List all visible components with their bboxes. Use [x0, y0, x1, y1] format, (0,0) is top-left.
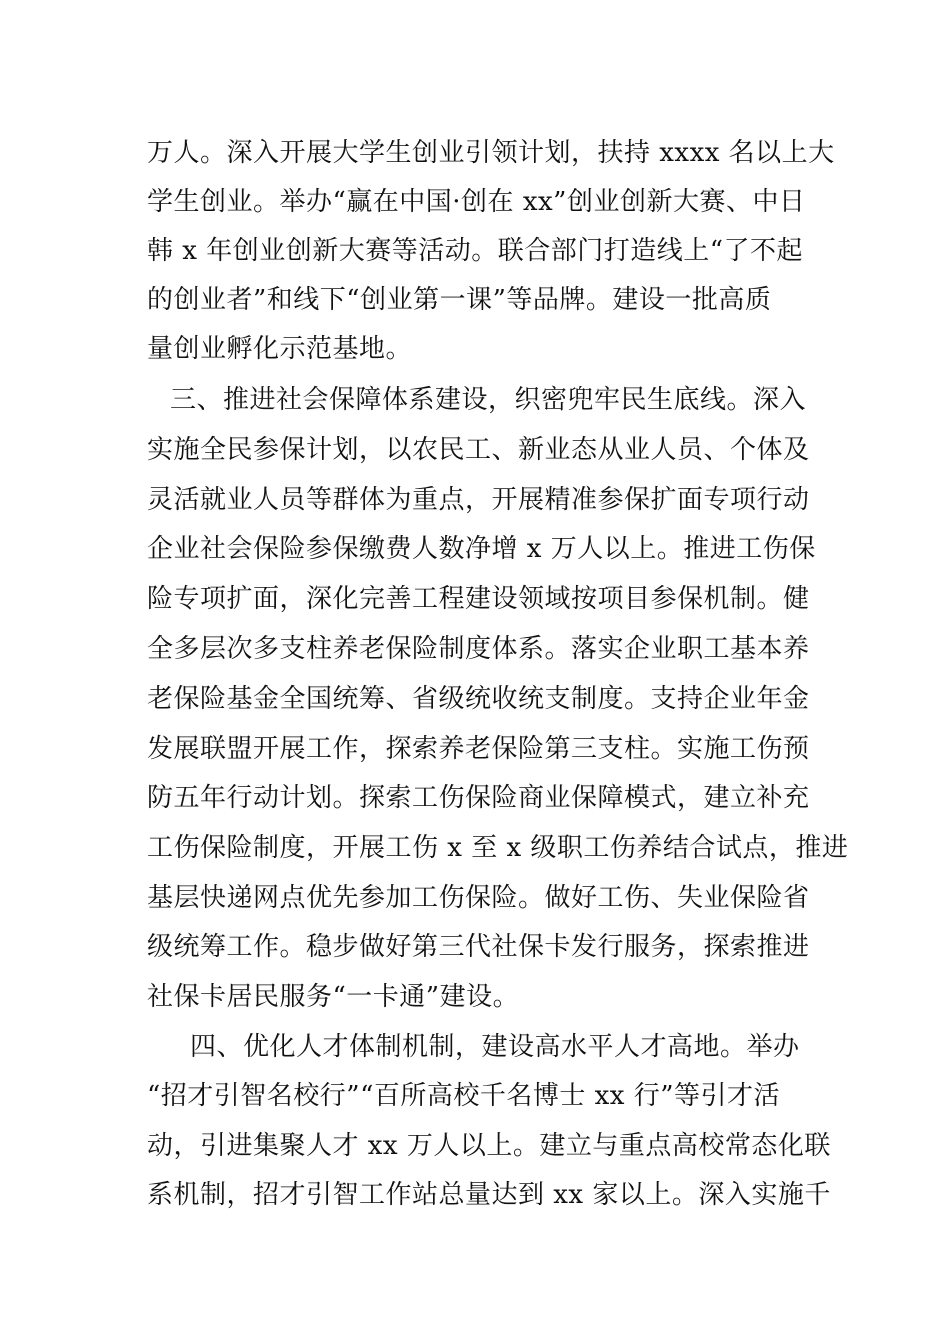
text-line: 系机制，招才引智工作站总量达到 xx 家以上。深入实施千: [147, 1180, 831, 1210]
text-line: 的创业者”和线下“创业第一课”等品牌。建设一批高质: [147, 285, 772, 315]
text-line: 动，引进集聚人才 xx 万人以上。建立与重点高校常态化联: [147, 1131, 831, 1161]
text-line: 企业社会保险参保缴费人数净增 x 万人以上。推进工伤保: [147, 534, 816, 564]
text-line: 工伤保险制度，开展工伤 x 至 x 级职工伤养结合试点，推进: [147, 833, 849, 863]
section-heading-line: 三、推进社会保障体系建设，织密兜牢民生底线。深入: [170, 385, 807, 415]
text-line: 灵活就业人员等群体为重点，开展精准参保扩面专项行动: [147, 485, 810, 515]
text-line: 社保卡居民服务“一卡通”建设。: [147, 982, 520, 1012]
text-line: 基层快递网点优先参加工伤保险。做好工伤、失业保险省: [147, 883, 810, 913]
text-line: 级统筹工作。稳步做好第三代社保卡发行服务，探索推进: [147, 932, 810, 962]
text-line: 老保险基金全国统筹、省级统收统支制度。支持企业年金: [147, 684, 810, 714]
text-line: 全多层次多支柱养老保险制度体系。落实企业职工基本养: [147, 634, 810, 664]
text-line: 万人。深入开展大学生创业引领计划，扶持 xxxx 名以上大: [147, 138, 835, 168]
section-heading-line: 四、优化人才体制机制，建设高水平人才高地。举办: [190, 1032, 800, 1062]
text-line: 韩 x 年创业创新大赛等活动。联合部门打造线上“了不起: [147, 236, 803, 266]
text-line: “招才引智名校行”“百所高校千名博士 xx 行”等引才活: [147, 1081, 781, 1111]
text-line: 量创业孵化示范基地。: [147, 334, 413, 364]
text-line: 学生创业。举办“赢在中国·创在 xx”创业创新大赛、中日: [147, 187, 806, 217]
text-line: 险专项扩面，深化完善工程建设领域按项目参保机制。健: [147, 584, 810, 614]
text-line: 防五年行动计划。探索工伤保险商业保障模式，建立补充: [147, 783, 810, 813]
text-line: 实施全民参保计划，以农民工、新业态从业人员、个体及: [147, 435, 810, 465]
text-line: 发展联盟开展工作，探索养老保险第三支柱。实施工伤预: [147, 734, 810, 764]
